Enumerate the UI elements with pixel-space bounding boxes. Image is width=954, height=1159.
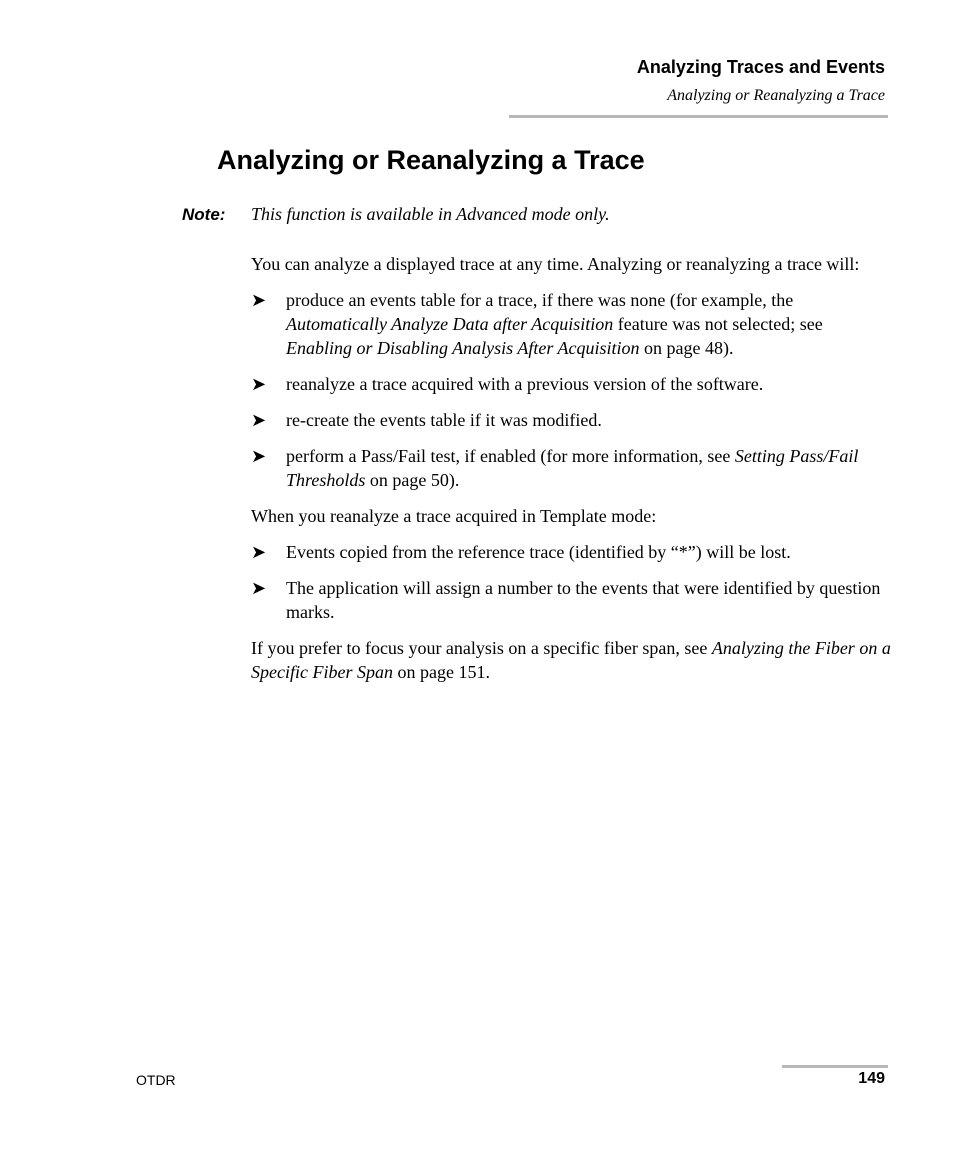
- list-item-text: Events copied from the reference trace (identified by “*”) will be lost.: [286, 542, 791, 562]
- paragraph-text: on page 151.: [392, 662, 490, 682]
- header-section-title: Analyzing or Reanalyzing a Trace: [667, 87, 885, 104]
- cross-reference: Enabling or Disabling Analysis After Acquisition: [286, 338, 640, 358]
- header-chapter-title: Analyzing Traces and Events: [636, 57, 885, 77]
- list-item: [251, 576, 891, 624]
- list-item: [251, 540, 891, 564]
- arrow-bullet-icon: ➤: [251, 578, 267, 599]
- page-title: Analyzing or Reanalyzing a Trace: [217, 145, 645, 175]
- cross-reference: Automatically Analyze Data after Acquisition: [286, 314, 614, 334]
- body-content: [251, 252, 891, 684]
- list-item-text: reanalyze a trace acquired with a previous version of the software.: [286, 374, 764, 394]
- footer-product-name: OTDR: [136, 1072, 176, 1088]
- footer-rule: [782, 1065, 888, 1068]
- list-item-text: on page 50).: [365, 470, 460, 490]
- list-item: [251, 372, 891, 396]
- note-text: This function is available in Advanced mode only.: [251, 204, 610, 224]
- arrow-bullet-icon: ➤: [251, 446, 267, 467]
- page-number: 149: [858, 1070, 885, 1087]
- template-mode-paragraph: When you reanalyze a trace acquired in Template mode:: [251, 506, 657, 526]
- list-item: [251, 444, 891, 492]
- cross-reference: Analyzing the Fiber on a Specific Fiber Span: [251, 638, 891, 682]
- cross-reference: Setting Pass/Fail Thresholds: [286, 446, 859, 490]
- list-item-text: The application will assign a number to the events that were identified by question marks.: [286, 578, 881, 622]
- arrow-bullet-icon: ➤: [251, 374, 267, 395]
- list-item-text: feature was not selected; see: [613, 314, 823, 334]
- list-item: [251, 288, 891, 360]
- list-item: [251, 408, 891, 432]
- analysis-effects-list: [251, 288, 891, 492]
- paragraph-text: If you prefer to focus your analysis on a specific fiber span, see: [251, 638, 712, 658]
- intro-paragraph: You can analyze a displayed trace at any time. Analyzing or reanalyzing a trace will:: [251, 254, 860, 274]
- header-rule: [509, 115, 888, 118]
- note-label: Note:: [182, 205, 226, 224]
- template-mode-list: [251, 540, 891, 624]
- arrow-bullet-icon: ➤: [251, 290, 267, 311]
- list-item-text: produce an events table for a trace, if there was none (for example, the: [286, 290, 794, 310]
- list-item-text: re-create the events table if it was modified.: [286, 410, 602, 430]
- list-item-text: on page 48).: [639, 338, 734, 358]
- arrow-bullet-icon: ➤: [251, 542, 267, 563]
- list-item-text: perform a Pass/Fail test, if enabled (for more information, see: [286, 446, 735, 466]
- arrow-bullet-icon: ➤: [251, 410, 267, 431]
- closing-paragraph: [251, 636, 891, 684]
